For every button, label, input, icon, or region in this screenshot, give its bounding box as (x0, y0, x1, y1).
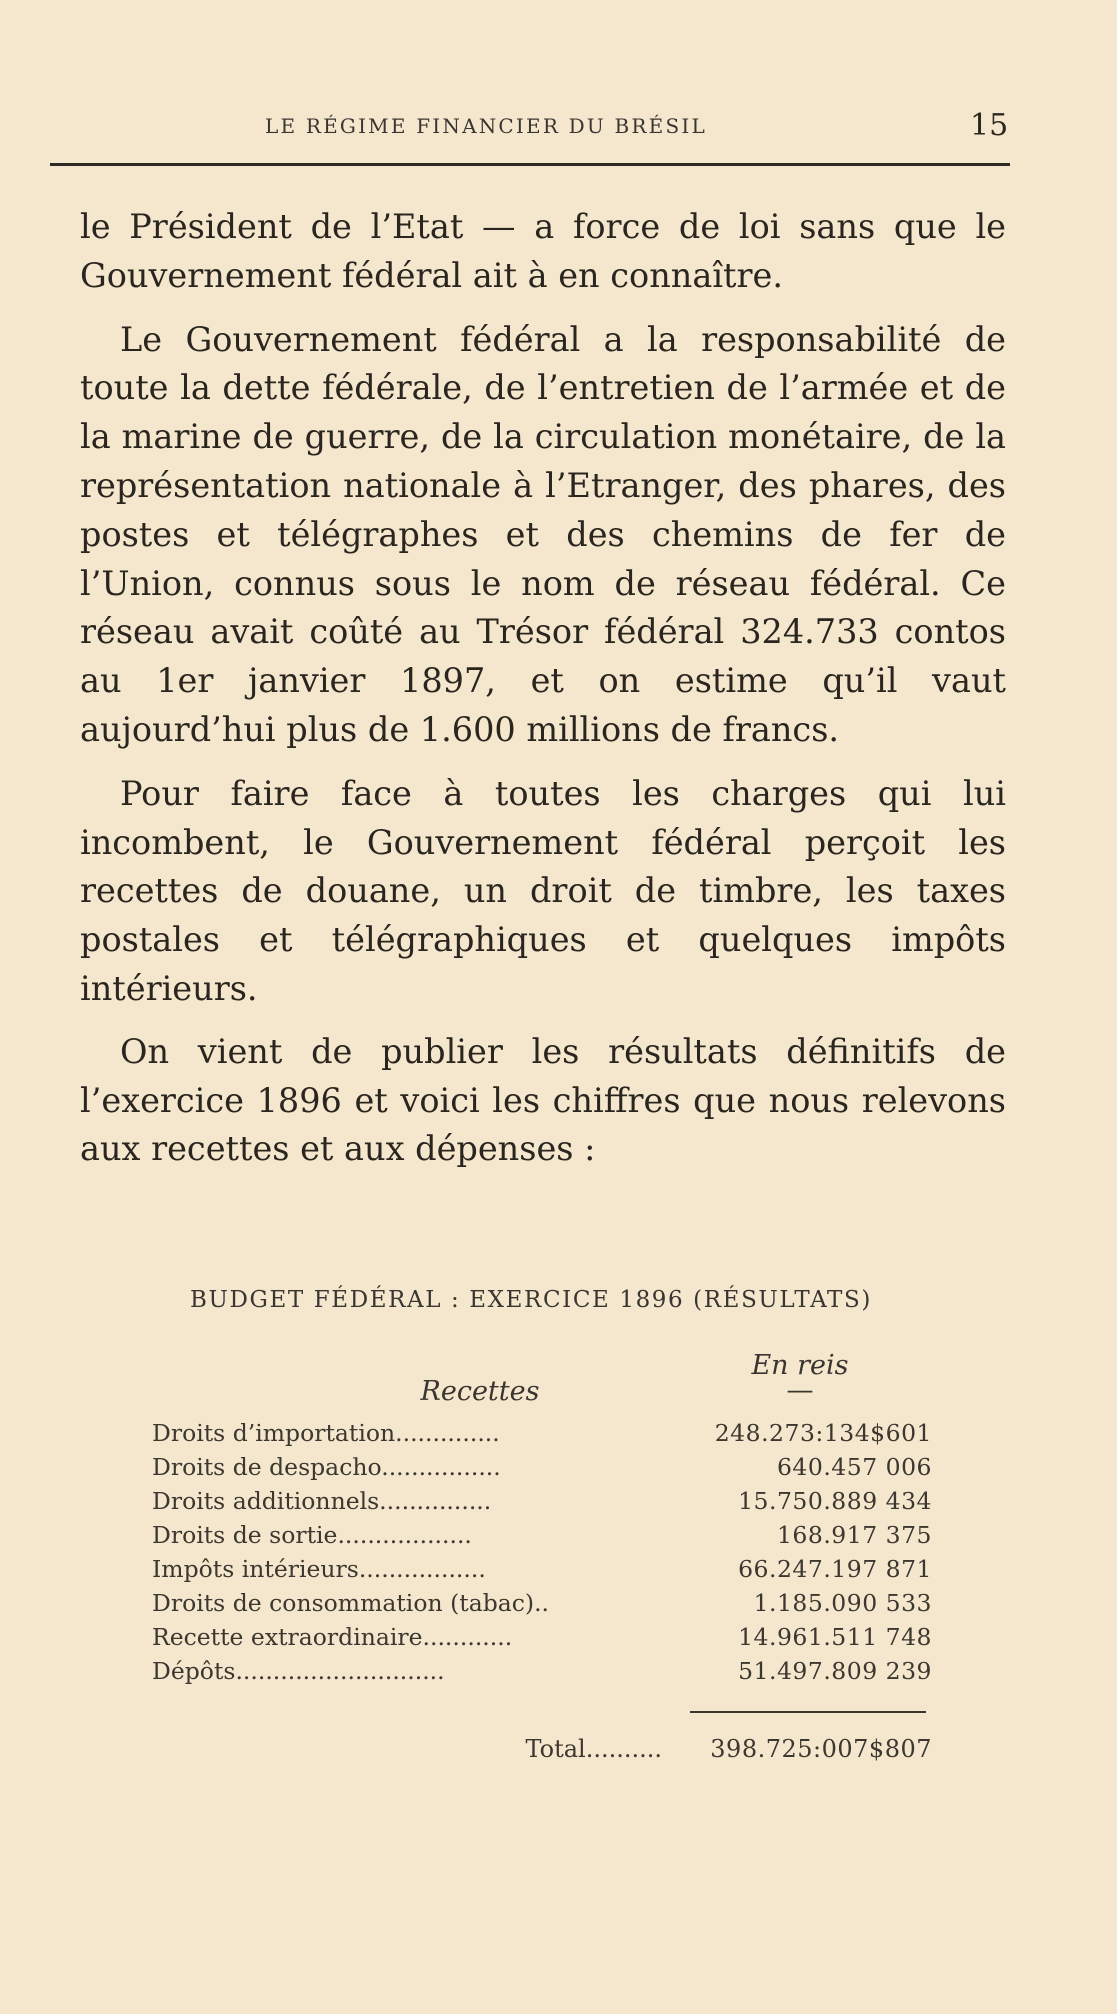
row-value: 640.457 006 (776, 1453, 932, 1481)
row-value: 1.185.090 533 (753, 1589, 932, 1617)
page-number: 15 (970, 108, 1009, 143)
row-label: Impôts intérieurs................. (152, 1555, 486, 1583)
row-label: Droits d’importation.............. (152, 1419, 500, 1447)
row-value: 248.273:134$601 (714, 1419, 932, 1447)
paragraph-4: On vient de publier les résultats définitifs de l’exercice 1896 et voici les chiffres que nous relevons aux recettes et aux dépenses : (80, 1031, 1006, 1169)
row-label: Droits additionnels............... (152, 1487, 492, 1515)
row-label: Recette extraordinaire............ (152, 1623, 513, 1651)
row-label: Droits de sortie.................. (152, 1521, 472, 1549)
table-row (152, 1419, 932, 1453)
row-value: 15.750.889 434 (738, 1487, 932, 1515)
table-row (152, 1521, 932, 1555)
table-row (152, 1487, 932, 1521)
total-value: 398.725:007$807 (710, 1735, 932, 1763)
table-row (152, 1657, 932, 1691)
table-row (152, 1555, 932, 1589)
table-row (152, 1453, 932, 1487)
paragraph-1: le Président de l’Etat — a force de loi sans que le Gouvernement fédéral ait à en connaître. (80, 207, 1006, 295)
body-text (80, 203, 1006, 1174)
recettes-heading: Recettes (420, 1376, 540, 1407)
row-label: Droits de despacho................ (152, 1453, 501, 1481)
recettes-table (152, 1419, 932, 1691)
row-value: 66.247.197 871 (738, 1555, 932, 1583)
total-label: Total.......... (525, 1735, 662, 1763)
total-row (152, 1735, 932, 1763)
row-label: Droits de consommation (tabac).. (152, 1589, 550, 1617)
header-rule (50, 163, 1010, 166)
row-value: 14.961.511 748 (738, 1623, 932, 1651)
table-row (152, 1589, 932, 1623)
row-value: 168.917 375 (776, 1521, 932, 1549)
unit-column-dash: — (786, 1375, 814, 1406)
running-title: LE RÉGIME FINANCIER DU BRÉSIL (265, 114, 707, 138)
table-title: BUDGET FÉDÉRAL : EXERCICE 1896 (RÉSULTATS) (190, 1287, 872, 1313)
table-row (152, 1623, 932, 1657)
row-label: Dépôts............................ (152, 1657, 445, 1685)
unit-column-heading: En reis (751, 1350, 849, 1381)
paragraph-3: Pour faire face à toutes les charges qui lui incombent, le Gouvernement fédéral perçoit les recettes de douane, un droit de timbre, les taxes postales et télégraphiques et quelques impôts intérieurs. (80, 773, 1006, 1008)
row-value: 51.497.809 239 (738, 1657, 932, 1685)
paragraph-2: Le Gouvernement fédéral a la responsabilité de toute la dette fédérale, de l’entretien de l’armée et de la marine de guerre, de la circulation monétaire, de la représentation nationale à l’Etranger, des phares, des postes et télégraphes et des chemins de fer de l’Union, connus sous le nom de réseau fédéral. Ce réseau avait coûté au Trésor fédéral 324.733 contos au 1er janvier 1897, et on estime qu’il vaut aujourd’hui plus de 1.600 millions de francs. (80, 319, 1006, 749)
total-rule (690, 1711, 926, 1713)
